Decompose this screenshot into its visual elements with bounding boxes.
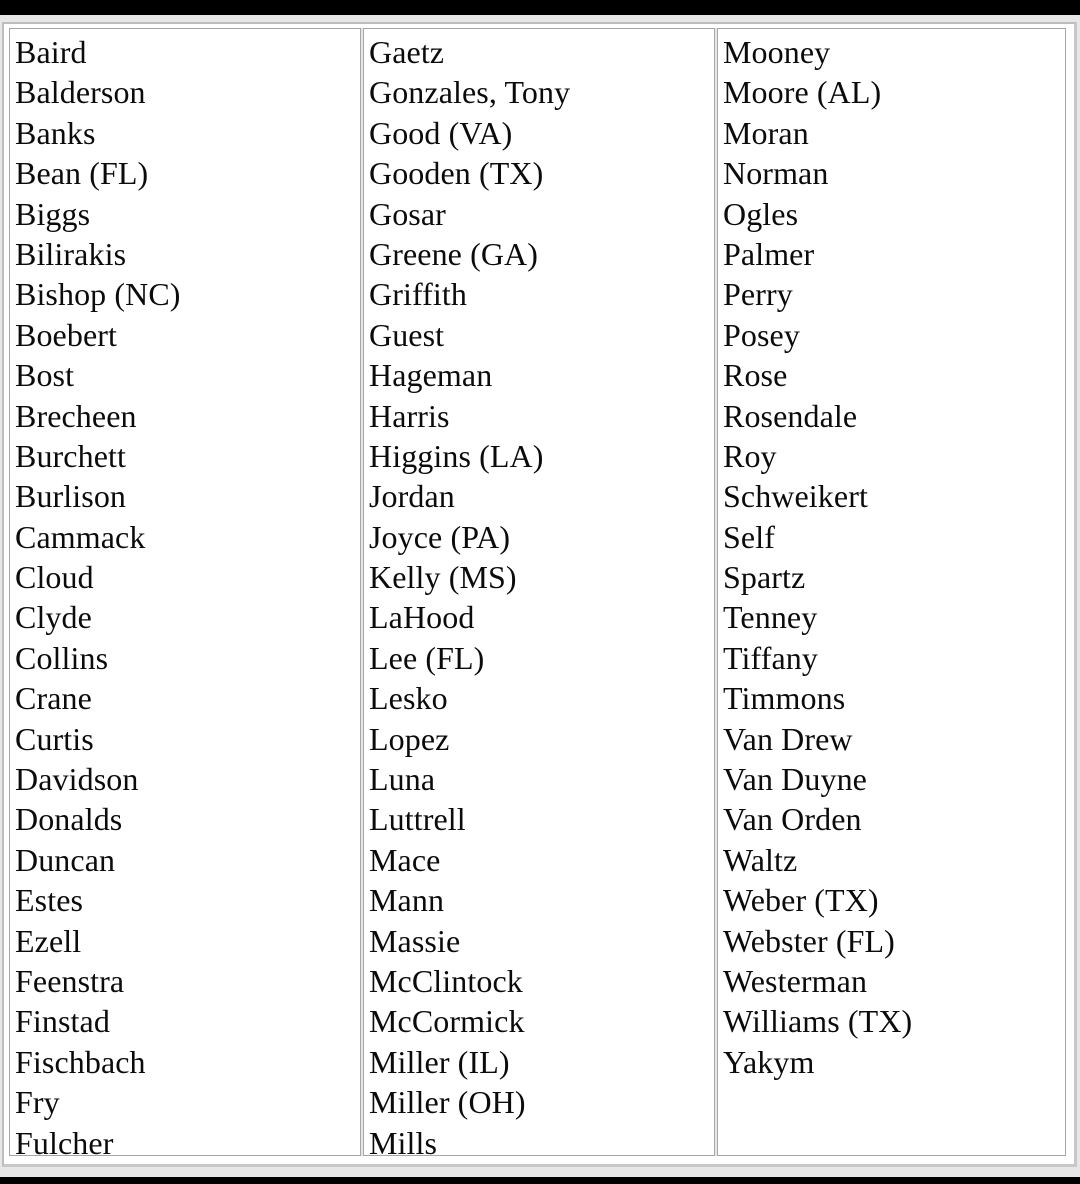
name-cell: Fry bbox=[15, 1084, 60, 1121]
names-table bbox=[2, 22, 1077, 1167]
name-cell: Waltz bbox=[723, 841, 798, 878]
name-cell: Norman bbox=[723, 155, 829, 192]
name-cell: Rose bbox=[723, 357, 788, 394]
name-cell: Van Drew bbox=[723, 720, 853, 757]
name-cell: Rosendale bbox=[723, 397, 858, 434]
name-cell: Posey bbox=[723, 316, 800, 353]
name-cell: Van Duyne bbox=[723, 761, 867, 798]
name-cell: Bean (FL) bbox=[15, 155, 149, 192]
name-cell: Duncan bbox=[15, 841, 116, 878]
name-cell: Fulcher bbox=[15, 1124, 114, 1161]
name-cell: Boebert bbox=[15, 316, 117, 353]
name-cell: Spartz bbox=[723, 559, 806, 596]
name-cell: Bishop (NC) bbox=[15, 276, 181, 313]
name-cell: Miller (OH) bbox=[369, 1084, 526, 1121]
name-cell: Tiffany bbox=[723, 639, 818, 676]
name-cell: Gooden (TX) bbox=[369, 155, 544, 192]
name-cell: Crane bbox=[15, 680, 92, 717]
name-list-1 bbox=[15, 32, 181, 1163]
name-cell: Cloud bbox=[15, 559, 94, 596]
name-cell: McCormick bbox=[369, 1003, 525, 1040]
name-cell: Mace bbox=[369, 841, 441, 878]
name-cell: Curtis bbox=[15, 720, 94, 757]
name-cell: Baird bbox=[15, 34, 87, 70]
name-cell: Moore (AL) bbox=[723, 74, 882, 111]
name-cell: Bost bbox=[15, 357, 75, 394]
name-cell: Perry bbox=[723, 276, 793, 313]
name-cell: Lopez bbox=[369, 720, 450, 757]
name-cell: Williams (TX) bbox=[723, 1003, 913, 1040]
name-cell: Lee (FL) bbox=[369, 639, 485, 676]
name-cell: Good (VA) bbox=[369, 114, 513, 151]
name-cell: Luna bbox=[369, 761, 436, 798]
name-cell: Schweikert bbox=[723, 478, 868, 515]
name-cell: Burlison bbox=[15, 478, 127, 515]
name-cell: Westerman bbox=[723, 962, 868, 999]
name-cell: Timmons bbox=[723, 680, 846, 717]
name-cell: Estes bbox=[15, 882, 84, 919]
name-cell: Gosar bbox=[369, 195, 446, 232]
name-cell: Clyde bbox=[15, 599, 92, 636]
name-cell: Donalds bbox=[15, 801, 123, 838]
name-cell: Higgins (LA) bbox=[369, 437, 544, 474]
name-cell: Kelly (MS) bbox=[369, 559, 517, 596]
name-cell: Mills bbox=[369, 1124, 438, 1161]
name-cell: Banks bbox=[15, 114, 96, 151]
name-cell: Guest bbox=[369, 316, 445, 353]
name-cell: Ogles bbox=[723, 195, 799, 232]
name-cell: Gonzales, Tony bbox=[369, 74, 571, 111]
name-cell: Fischbach bbox=[15, 1043, 146, 1080]
name-cell: Feenstra bbox=[15, 962, 125, 999]
name-cell: Hageman bbox=[369, 357, 493, 394]
name-cell: Brecheen bbox=[15, 397, 137, 434]
name-cell: Van Orden bbox=[723, 801, 862, 838]
name-cell: Jordan bbox=[369, 478, 455, 515]
name-cell: Yakym bbox=[723, 1043, 815, 1080]
name-cell: Bilirakis bbox=[15, 235, 127, 272]
name-cell: Davidson bbox=[15, 761, 139, 798]
name-cell: Weber (TX) bbox=[723, 882, 879, 919]
name-cell: McClintock bbox=[369, 962, 523, 999]
name-cell: Lesko bbox=[369, 680, 448, 717]
name-cell: Self bbox=[723, 518, 775, 555]
name-cell: Collins bbox=[15, 639, 109, 676]
name-cell: Mooney bbox=[723, 34, 831, 70]
name-cell: Cammack bbox=[15, 518, 146, 555]
name-cell: Burchett bbox=[15, 437, 126, 474]
names-column-3 bbox=[717, 28, 1066, 1156]
name-cell: LaHood bbox=[369, 599, 475, 636]
names-column-2 bbox=[363, 28, 715, 1161]
name-cell: Moran bbox=[723, 114, 809, 151]
name-cell: Biggs bbox=[15, 195, 91, 232]
name-cell: Greene (GA) bbox=[369, 235, 539, 272]
name-cell: Miller (IL) bbox=[369, 1043, 510, 1080]
name-cell: Griffith bbox=[369, 276, 467, 313]
name-cell: Gaetz bbox=[369, 34, 445, 70]
name-list-3 bbox=[723, 32, 912, 1082]
name-cell: Joyce (PA) bbox=[369, 518, 511, 555]
document-page bbox=[0, 15, 1080, 1177]
name-cell: Roy bbox=[723, 437, 777, 474]
name-cell: Harris bbox=[369, 397, 450, 434]
name-cell: Finstad bbox=[15, 1003, 110, 1040]
name-cell: Mann bbox=[369, 882, 445, 919]
name-cell: Ezell bbox=[15, 922, 82, 959]
name-cell: Webster (FL) bbox=[723, 922, 895, 959]
name-cell: Massie bbox=[369, 922, 461, 959]
name-list-2 bbox=[369, 32, 570, 1163]
names-column-1 bbox=[9, 28, 361, 1161]
name-cell: Tenney bbox=[723, 599, 818, 636]
name-cell: Luttrell bbox=[369, 801, 466, 838]
name-cell: Balderson bbox=[15, 74, 146, 111]
name-cell: Palmer bbox=[723, 235, 815, 272]
